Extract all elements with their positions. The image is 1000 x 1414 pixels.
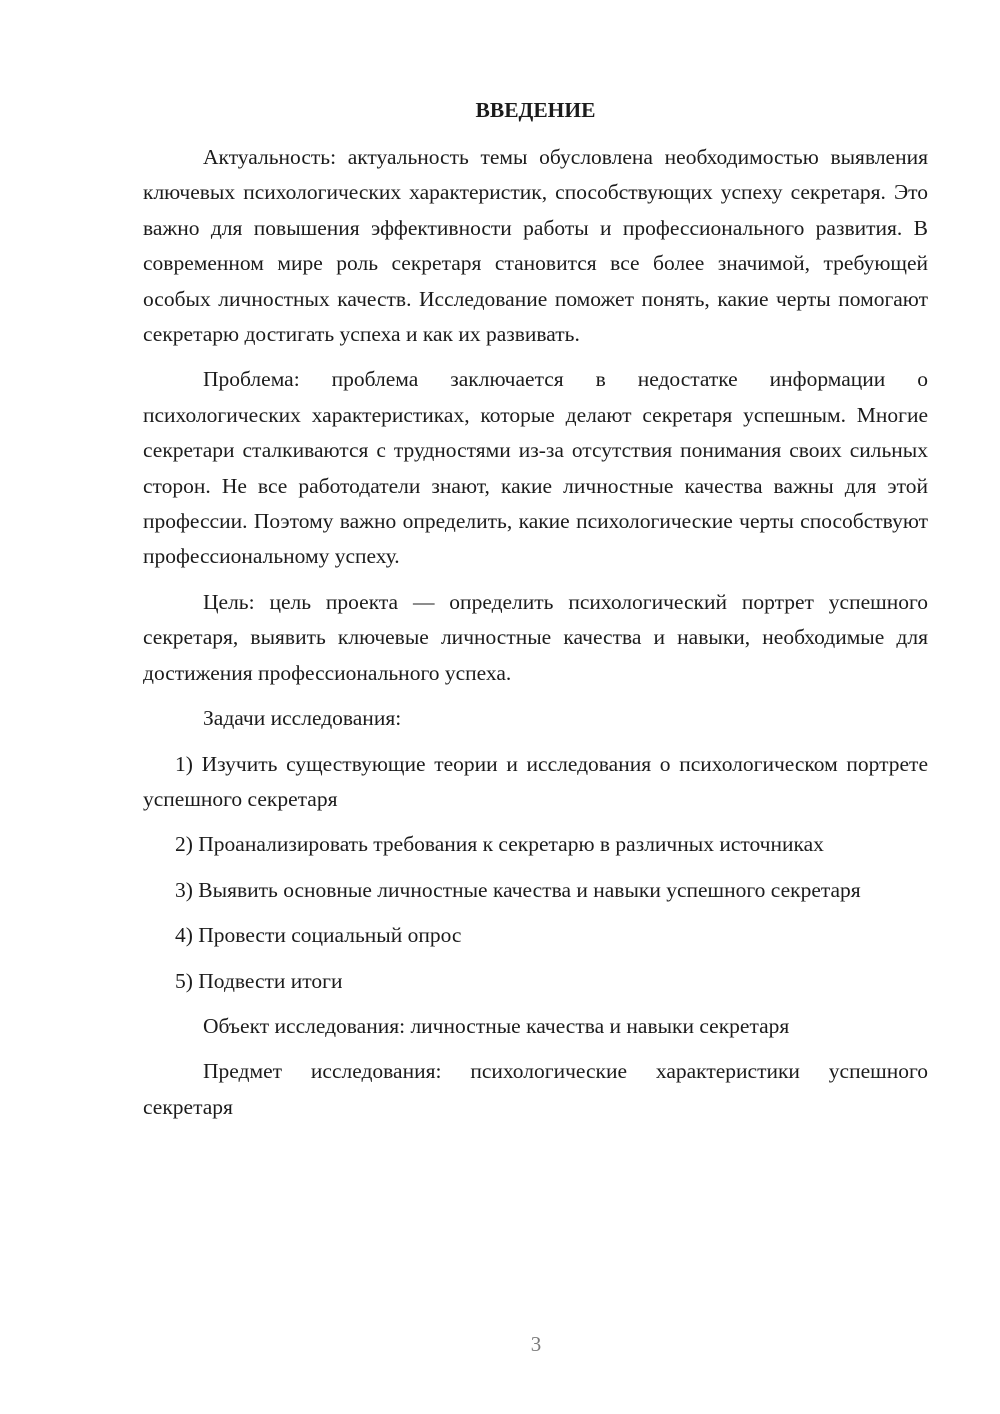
task-item: 1) Изучить существующие теории и исследования о психологическом портрете успешного секретаря xyxy=(143,751,928,811)
tasks-title: Задачи исследования: xyxy=(203,706,402,731)
research-object: Объект исследования: личностные качества и навыки секретаря xyxy=(203,1013,790,1038)
task-item: 2) Проанализировать требования к секретарю в различных источниках xyxy=(175,832,824,857)
task-item: 5) Подвести итоги xyxy=(175,968,343,993)
section-heading: ВВЕДЕНИЕ xyxy=(475,98,596,122)
task-item: 3) Выявить основные личностные качества и навыки успешного секретаря xyxy=(175,877,861,902)
goal-paragraph: Цель: цель проекта — определить психологический портрет успешного секретаря, выявить ключевые личностные качества и навыки, необходимые для достижения профессионального успеха. xyxy=(143,589,928,685)
page-number: 3 xyxy=(530,1332,542,1356)
page-content xyxy=(143,92,928,1135)
problem-paragraph: Проблема: проблема заключается в недостатке информации о психологических характеристиках, которые делают секретаря успешным. Многие секретари сталкиваются с трудностями из-за отсутствия понимания своих сильных сторон. Не все работодатели знают, какие личностные качества важны для этой профессии. Поэтому важно определить, какие психологические черты способствуют профессиональному успеху. xyxy=(143,367,928,569)
task-item: 4) Провести социальный опрос xyxy=(175,923,462,948)
research-subject: Предмет исследования: психологические характеристики успешного секретаря xyxy=(143,1059,928,1119)
relevance-paragraph: Актуальность: актуальность темы обусловлена необходимостью выявления ключевых психологических характеристик, способствующих успеху секретаря. Это важно для повышения эффективности работы и профессионального развития. В современном мире роль секретаря становится все более значимой, требующей особых личностных качеств. Исследование поможет понять, какие черты помогают секретарю достигать успеха и как их развивать. xyxy=(143,145,928,347)
